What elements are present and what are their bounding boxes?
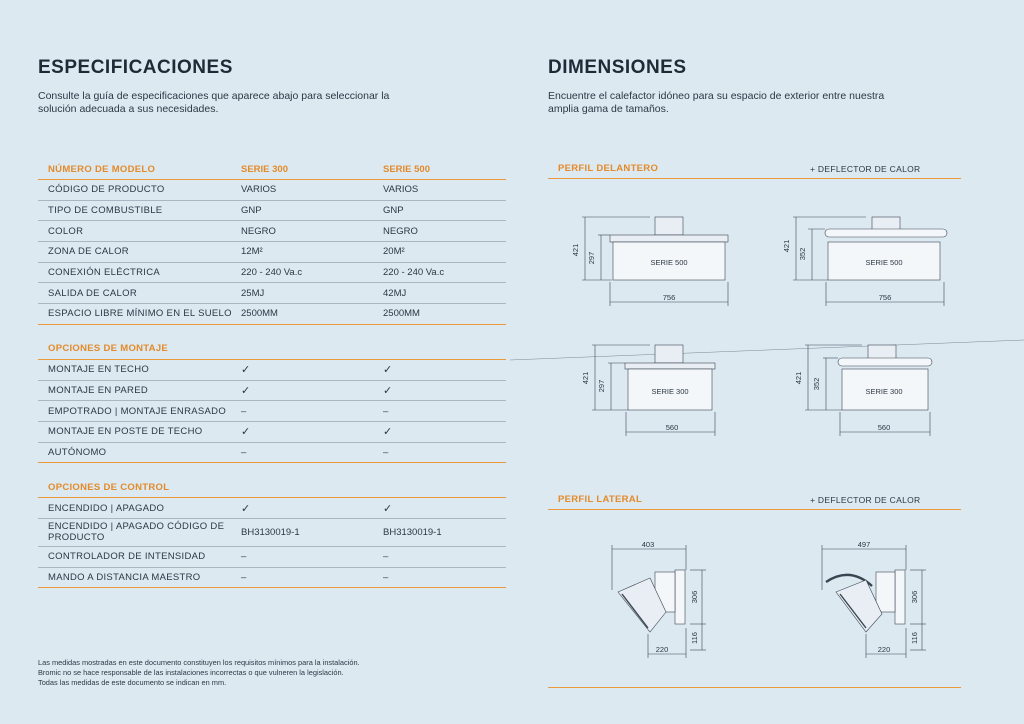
row-value: 25MJ (241, 287, 265, 299)
row-value: 2500MM (241, 308, 278, 320)
row-label: MONTAJE EN TECHO (48, 364, 150, 376)
row-label: COLOR (48, 225, 84, 237)
front-300-label: SERIE 300 (651, 387, 689, 396)
front-500d-total-h: 421 (782, 239, 791, 253)
row-label: AUTÓNOMO (48, 446, 107, 458)
mount-header-label: OPCIONES DE MONTAJE (48, 343, 169, 355)
row-label: TIPO DE COMBUSTIBLE (48, 205, 163, 217)
side-depth: 403 (641, 540, 655, 549)
row-label: MONTAJE EN PARED (48, 384, 148, 396)
row-value: – (241, 551, 247, 563)
front-500d-width: 756 (878, 293, 892, 302)
row-value: ✓ (383, 426, 393, 439)
row-value: 12M² (241, 246, 263, 258)
side-base: 220 (655, 645, 669, 654)
header-serie-500: SERIE 500 (383, 163, 430, 175)
row-value: ✓ (383, 384, 393, 397)
front-500-width: 756 (662, 293, 676, 302)
crease-line (510, 340, 1024, 360)
side-d-bracket: 116 (910, 632, 919, 644)
side-height: 306 (690, 590, 699, 604)
row-label: ENCENDIDO | APAGADO (48, 502, 165, 514)
spec-intro: Consulte la guía de especificaciones que aparece abajo para seleccionar la solución adecuada a sus necesidades. (38, 90, 390, 115)
side-profile-deflector: + DEFLECTOR DE CALOR (810, 495, 921, 505)
front-300d-total-h: 421 (794, 371, 803, 385)
side-d-base: 220 (877, 645, 891, 654)
row-value: VARIOS (383, 184, 419, 196)
row-label: MONTAJE EN POSTE DE TECHO (48, 426, 203, 438)
row-value: ✓ (241, 384, 251, 397)
footnote-line: Las medidas mostradas en este documento constituyen los requisitos mínimos para la instalación. (38, 658, 360, 667)
row-label: ESPACIO LIBRE MÍNIMO EN EL SUELO (48, 308, 232, 320)
row-label: MANDO A DISTANCIA MAESTRO (48, 571, 201, 583)
row-value: BH3130019-1 (241, 526, 300, 538)
row-value: – (241, 446, 247, 458)
row-label: CONEXIÓN ELÉCTRICA (48, 267, 161, 279)
front-300-total-h: 421 (581, 371, 590, 385)
front-500d-label: SERIE 500 (865, 258, 903, 267)
row-value: BH3130019-1 (383, 526, 442, 538)
front-500-total-h: 421 (571, 243, 580, 257)
side-d-depth: 497 (857, 540, 871, 549)
front-300d-label: SERIE 300 (865, 387, 903, 396)
row-value: ✓ (241, 426, 251, 439)
header-serie-300: SERIE 300 (241, 163, 288, 175)
row-label: ZONA DE CALOR (48, 246, 129, 258)
row-value: 220 - 240 Va.c (383, 267, 445, 279)
row-value: 20M² (383, 246, 405, 258)
row-label: SALIDA DE CALOR (48, 287, 137, 299)
row-value: ✓ (241, 502, 251, 515)
side-d-height: 306 (910, 590, 919, 604)
front-300d-defl-h: 352 (812, 377, 821, 391)
spec-title: ESPECIFICACIONES (38, 57, 233, 78)
row-label: CÓDIGO DE PRODUCTO (48, 184, 165, 196)
row-value: – (241, 571, 247, 583)
row-value: GNP (241, 205, 262, 217)
header-model: NÚMERO DE MODELO (48, 163, 156, 175)
row-value: NEGRO (241, 225, 276, 237)
row-label: ENCENDIDO | APAGADO CÓDIGO DE PRODUCTO (48, 521, 225, 544)
control-header-label: OPCIONES DE CONTROL (48, 481, 170, 493)
row-value: ✓ (383, 502, 393, 515)
row-value: 2500MM (383, 308, 420, 320)
row-value: VARIOS (241, 184, 277, 196)
row-label: EMPOTRADO | MONTAJE ENRASADO (48, 405, 227, 417)
row-label: CONTROLADOR DE INTENSIDAD (48, 551, 206, 563)
row-value: – (383, 571, 389, 583)
footnote-line: Bromic no se hace responsable de las instalaciones incorrectas o que vulneren la legislación. (38, 668, 344, 677)
row-value: – (383, 446, 389, 458)
front-300-body-h: 297 (597, 379, 606, 393)
front-300-width: 560 (665, 423, 679, 432)
row-value: ✓ (241, 364, 251, 377)
row-value: 42MJ (383, 287, 407, 299)
front-profile-deflector: + DEFLECTOR DE CALOR (810, 164, 921, 174)
row-value: – (383, 405, 389, 417)
dimensions-intro: Encuentre el calefactor idóneo para su espacio de exterior entre nuestra amplia gama de tamaños. (548, 90, 885, 115)
row-value: – (241, 405, 247, 417)
front-300d-width: 560 (877, 423, 891, 432)
front-500-body-h: 297 (587, 251, 596, 265)
row-value: ✓ (383, 364, 393, 377)
front-500-label: SERIE 500 (650, 258, 688, 267)
side-profile-title: PERFIL LATERAL (558, 494, 643, 505)
row-value: NEGRO (383, 225, 418, 237)
dimensions-title: DIMENSIONES (548, 57, 687, 78)
row-value: 220 - 240 Va.c (241, 267, 303, 279)
footnote-line: Todas las medidas de este documento se indican en mm. (38, 678, 227, 687)
front-500d-defl-h: 352 (798, 247, 807, 261)
row-value: GNP (383, 205, 404, 217)
front-profile-title: PERFIL DELANTERO (558, 163, 659, 174)
side-bracket: 116 (690, 632, 699, 644)
row-value: – (383, 551, 389, 563)
